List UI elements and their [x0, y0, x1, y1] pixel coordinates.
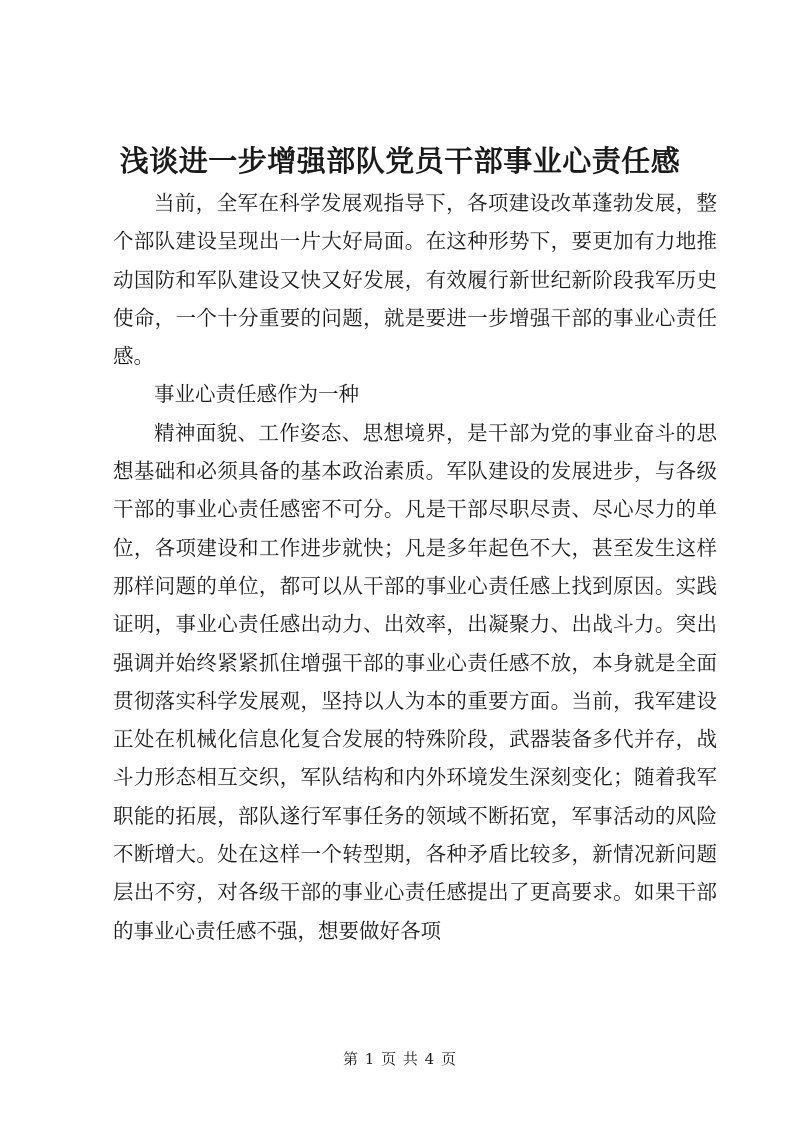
paragraph-intro: 当前，全军在科学发展观指导下，各项建设改革蓬勃发展，整个部队建设呈现出一片大好局面。在这种形势下，要更加有力地推动国防和军队建设又快又好发展，有效履行新世纪新阶段我军历史使命，一个十分重要的问题，就是要进一步增强干部的事业心责任感。	[113, 191, 717, 369]
paragraph-main: 精神面貌、工作姿态、思想境界，是干部为党的事业奋斗的思想基础和必须具备的基本政治素质。军队建设的发展进步，与各级干部的事业心责任感密不可分。凡是干部尽职尽责、尽心尽力的单位，各项建设和工作进步就快；凡是多年起色不大，甚至发生这样那样问题的单位，都可以从干部的事业心责任感上找到原因。实践证明，事业心责任感出动力、出效率，出凝聚力、出战斗力。突出强调并始终紧紧抓住增强干部的事业心责任感不放，本身就是全面贯彻落实科学发展观，坚持以人为本的重要方面。当前，我军建设正处在机械化信息化复合发展的特殊阶段，武器装备多代并存，战斗力形态相互交织，军队结构和内外环境发生深刻变化；随着我军职能的拓展，部队遂行军事任务的领域不断拓宽，军事活动的风险不断增大。处在这样一个转型期，各种矛盾比较多，新情况新问题层出不穷，对各级干部的事业心责任感提出了更高要求。如果干部的事业心责任感不强，想要做好各项	[113, 420, 717, 943]
paragraph-heading-fragment: 事业心责任感作为一种	[154, 382, 359, 407]
document-body	[113, 184, 717, 950]
document-title: 浅谈进一步增强部队党员干部事业心责任感	[119, 144, 681, 178]
page-number-footer: 第 1 页 共 4 页	[343, 1050, 457, 1068]
